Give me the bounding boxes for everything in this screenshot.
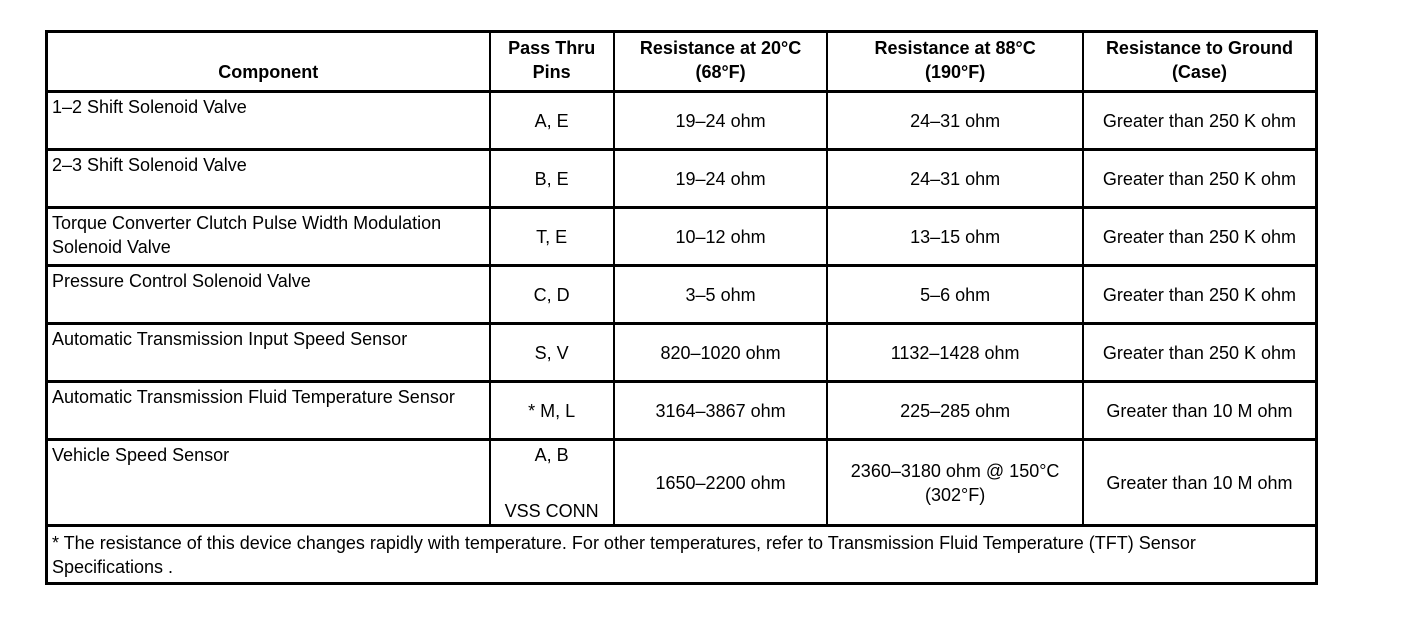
footnote: * The resistance of this device changes rapidly with temperature. For other temperatures, refer to Transmission Fluid Temperature (TFT) Sensor Specifications .: [47, 526, 1317, 584]
resistance-ground-cell: Greater than 250 K ohm: [1083, 92, 1317, 150]
table-row: [47, 382, 1317, 440]
resistance-ground-cell: Greater than 10 M ohm: [1083, 382, 1317, 440]
table-row: [47, 208, 1317, 266]
table-row: [47, 324, 1317, 382]
header-resistance-to-ground: Resistance to Ground (Case): [1083, 32, 1317, 92]
component-cell: Automatic Transmission Fluid Temperature Sensor: [47, 382, 490, 440]
component-cell: Pressure Control Solenoid Valve: [47, 266, 490, 324]
component-cell: Torque Converter Clutch Pulse Width Modulation Solenoid Valve: [47, 208, 490, 266]
resistance-ground-cell: Greater than 10 M ohm: [1083, 440, 1317, 526]
component-cell: Vehicle Speed Sensor: [47, 440, 490, 526]
pins-cell: [490, 440, 614, 526]
resistance-88c-cell: 5–6 ohm: [827, 266, 1083, 324]
pins-cell: C, D: [490, 266, 614, 324]
resistance-20c-cell: 19–24 ohm: [614, 150, 828, 208]
table-header-row: [47, 32, 1317, 92]
header-resistance-20c: Resistance at 20°C (68°F): [614, 32, 828, 92]
component-cell: 1–2 Shift Solenoid Valve: [47, 92, 490, 150]
resistance-20c-cell: 19–24 ohm: [614, 92, 828, 150]
resistance-88c-cell: 225–285 ohm: [827, 382, 1083, 440]
resistance-88c-cell: 1132–1428 ohm: [827, 324, 1083, 382]
footnote-row: [47, 526, 1317, 584]
header-component: Component: [47, 32, 490, 92]
pins-cell: B, E: [490, 150, 614, 208]
resistance-20c-cell: 820–1020 ohm: [614, 324, 828, 382]
header-pass-thru-pins: Pass Thru Pins: [490, 32, 614, 92]
table-row: [47, 92, 1317, 150]
pins-connector-label: VSS CONN: [504, 501, 599, 521]
resistance-20c-cell: 10–12 ohm: [614, 208, 828, 266]
header-resistance-88c: Resistance at 88°C (190°F): [827, 32, 1083, 92]
resistance-20c-cell: 1650–2200 ohm: [614, 440, 828, 526]
resistance-ground-cell: Greater than 250 K ohm: [1083, 208, 1317, 266]
resistance-20c-cell: 3–5 ohm: [614, 266, 828, 324]
resistance-spec-table: [45, 30, 1318, 585]
resistance-ground-cell: Greater than 250 K ohm: [1083, 266, 1317, 324]
pins-cell: * M, L: [490, 382, 614, 440]
pins-cell: A, E: [490, 92, 614, 150]
resistance-88c-cell: 2360–3180 ohm @ 150°C (302°F): [827, 440, 1083, 526]
resistance-88c-cell: 24–31 ohm: [827, 150, 1083, 208]
table-row: [47, 266, 1317, 324]
pins-cell: S, V: [490, 324, 614, 382]
resistance-ground-cell: Greater than 250 K ohm: [1083, 324, 1317, 382]
pins-cell: T, E: [490, 208, 614, 266]
resistance-ground-cell: Greater than 250 K ohm: [1083, 150, 1317, 208]
component-cell: Automatic Transmission Input Speed Sensor: [47, 324, 490, 382]
pins-value: A, B: [534, 445, 569, 465]
resistance-88c-cell: 24–31 ohm: [827, 92, 1083, 150]
table-row: [47, 150, 1317, 208]
resistance-88c-cell: 13–15 ohm: [827, 208, 1083, 266]
table-row: [47, 440, 1317, 526]
resistance-20c-cell: 3164–3867 ohm: [614, 382, 828, 440]
component-cell: 2–3 Shift Solenoid Valve: [47, 150, 490, 208]
